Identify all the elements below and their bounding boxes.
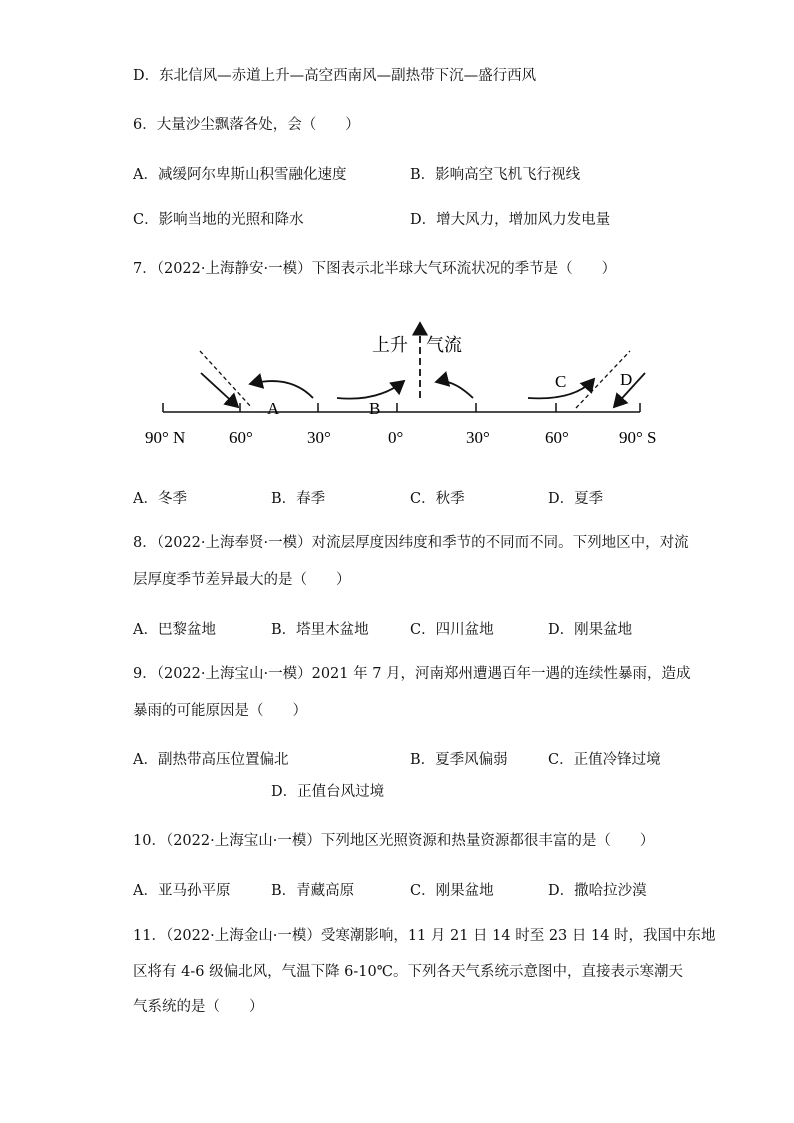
q8-option-a: A．巴黎盆地	[133, 622, 216, 638]
q6-option-a: A．减缓阿尔卑斯山积雪融化速度	[133, 167, 347, 183]
tick-label-0: 0°	[388, 428, 404, 447]
tick-label-90s: 90° S	[619, 428, 657, 447]
q6-option-c: C．影响当地的光照和降水	[133, 212, 304, 228]
q9-stem-line2: 暴雨的可能原因是（ ）	[133, 703, 307, 719]
q8-stem-line1: 8．（2022·上海奉贤·一模）对流层厚度因纬度和季节的不同而不同。下列地区中，对流	[133, 535, 689, 551]
q9-option-c: C．正值冷锋过境	[548, 752, 661, 768]
q7-option-c: C．秋季	[410, 491, 465, 507]
tick-label-90n: 90° N	[145, 428, 186, 447]
tick-label-30s: 30°	[466, 428, 490, 447]
q9-option-a: A．副热带高压位置偏北	[133, 752, 289, 768]
q7-stem: 7．（2022·上海静安·一模）下图表示北半球大气环流状况的季节是（ ）	[133, 261, 617, 277]
q11-stem-line1: 11．（2022·上海金山·一模）受寒潮影响，11 月 21 日 14 时至 23 日 14 时，我国中东地	[133, 928, 716, 944]
q8-option-b: B．塔里木盆地	[271, 622, 369, 638]
q10-option-b: B．青藏高原	[271, 883, 355, 899]
wind-arrow-south-trade	[436, 381, 473, 398]
q9-stem-line1: 9．（2022·上海宝山·一模）2021 年 7 月，河南郑州遭遇百年一遇的连续性暴雨，造成	[133, 666, 691, 682]
q9-option-d: D．正值台风过境	[271, 784, 385, 800]
wind-arrow-a	[250, 381, 313, 398]
q9-option-b: B．夏季风偏弱	[410, 752, 508, 768]
label-d: D	[620, 370, 633, 389]
tick-label-60n: 60°	[229, 428, 253, 447]
updraft-label: 上升 气流	[372, 335, 462, 355]
q6-option-d: D．增大风力，增加风力发电量	[410, 212, 611, 228]
q10-option-d: D．撒哈拉沙漠	[548, 883, 647, 899]
wind-arrow-north	[201, 373, 238, 407]
q7-option-a: A．冬季	[133, 491, 187, 507]
q5-option-d: D．东北信风—赤道上升—高空西南风—副热带下沉—盛行西风	[133, 68, 537, 84]
q7-option-d: D．夏季	[548, 491, 604, 507]
q8-option-d: D．刚果盆地	[548, 622, 633, 638]
tick-label-30n: 30°	[307, 428, 331, 447]
label-b: B	[369, 399, 381, 418]
atmospheric-circulation-figure	[0, 305, 794, 465]
q8-option-c: C．四川盆地	[410, 622, 494, 638]
q11-stem-line2: 区将有 4-6 级偏北风，气温下降 6-10℃。下列各天气系统示意图中，直接表示寒潮天	[133, 964, 683, 980]
label-c: C	[555, 372, 567, 391]
q8-stem-line2: 层厚度季节差异最大的是（ ）	[133, 572, 351, 588]
tick-label-60s: 60°	[545, 428, 569, 447]
wind-arrow-b	[337, 381, 404, 399]
q10-option-a: A．亚马孙平原	[133, 883, 231, 899]
q10-option-c: C．刚果盆地	[410, 883, 494, 899]
q11-stem-line3: 气系统的是（ ）	[133, 999, 264, 1015]
q10-stem: 10．（2022·上海宝山·一模）下列地区光照资源和热量资源都很丰富的是（ ）	[133, 833, 655, 849]
label-a: A	[267, 399, 280, 418]
q6-option-b: B．影响高空飞机飞行视线	[410, 167, 581, 183]
q7-option-b: B．春季	[271, 491, 326, 507]
q6-stem: 6．大量沙尘飘落各处，会（ ）	[133, 117, 360, 133]
